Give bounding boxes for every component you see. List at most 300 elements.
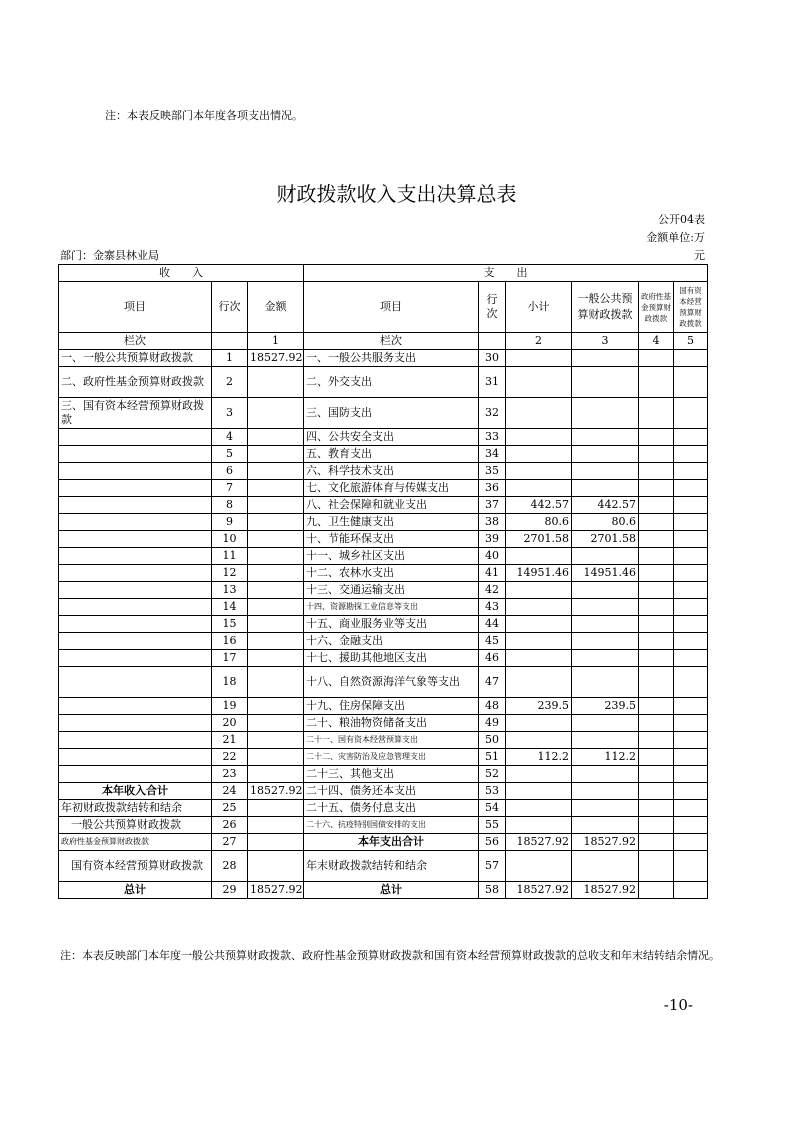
expense-row-no: 30: [479, 350, 506, 367]
gov-fund-value: [639, 633, 674, 650]
state-capital-value: [674, 548, 708, 565]
general-budget-value: [572, 446, 639, 463]
income-row-no: 13: [212, 582, 248, 599]
income-item: [59, 650, 212, 667]
income-amount: [248, 633, 304, 650]
income-row-no: 2: [212, 367, 248, 398]
table-row: [59, 463, 708, 480]
state-capital-value: [674, 531, 708, 548]
income-row-no: 18: [212, 667, 248, 698]
state-capital-value: [674, 514, 708, 531]
state-capital-value: [674, 650, 708, 667]
state-capital-value: [674, 582, 708, 599]
table-code: 公开04表: [658, 213, 705, 226]
subtotal-value: [506, 599, 572, 616]
budget-summary-table: [58, 264, 708, 899]
income-amount: [248, 817, 304, 834]
expense-row-no: 57: [479, 851, 506, 882]
gov-fund-value: [639, 480, 674, 497]
expense-item: 十二、农林水支出: [304, 565, 479, 582]
expense-row-no: 33: [479, 429, 506, 446]
table-row: [59, 882, 708, 899]
income-row-no: 22: [212, 749, 248, 766]
income-item: 总计: [59, 882, 212, 899]
income-amount: [248, 514, 304, 531]
gov-fund-value: [639, 834, 674, 851]
table-row: [59, 800, 708, 817]
income-row-no: 6: [212, 463, 248, 480]
expense-item: 五、教育支出: [304, 446, 479, 463]
state-capital-value: [674, 616, 708, 633]
income-amount: [248, 531, 304, 548]
general-budget-value: [572, 367, 639, 398]
general-budget-value: [572, 350, 639, 367]
income-item: [59, 749, 212, 766]
subtotal-value: [506, 800, 572, 817]
income-item: [59, 429, 212, 446]
subtotal-value: 239.5: [506, 698, 572, 715]
income-amount: [248, 548, 304, 565]
expense-item: 十、节能环保支出: [304, 531, 479, 548]
expense-row-no: 38: [479, 514, 506, 531]
income-row-no: 20: [212, 715, 248, 732]
subtotal-value: [506, 463, 572, 480]
subtotal-value: [506, 480, 572, 497]
expense-row-no: 53: [479, 783, 506, 800]
income-amount: [248, 667, 304, 698]
income-row-no: 5: [212, 446, 248, 463]
gov-fund-value: [639, 698, 674, 715]
table-row: [59, 514, 708, 531]
subtotal-value: [506, 350, 572, 367]
income-item: 一、一般公共预算财政拨款: [59, 350, 212, 367]
income-row-no: 19: [212, 698, 248, 715]
subtotal-value: 2701.58: [506, 531, 572, 548]
income-item: [59, 698, 212, 715]
income-item: 政府性基金预算财政拨款: [59, 834, 212, 851]
expense-item: 二十三、其他支出: [304, 766, 479, 783]
table-row: [59, 429, 708, 446]
income-amount: 18527.92: [248, 783, 304, 800]
income-row-no: 8: [212, 497, 248, 514]
expense-row-no: 56: [479, 834, 506, 851]
general-budget-value: [572, 548, 639, 565]
gov-fund-value: [639, 817, 674, 834]
subtotal-value: [506, 766, 572, 783]
expense-item: 二十五、债务付息支出: [304, 800, 479, 817]
expense-row-no: 37: [479, 497, 506, 514]
gov-fund-value: [639, 548, 674, 565]
col-number-3: 3: [572, 333, 639, 350]
income-item: 一般公共预算财政拨款: [59, 817, 212, 834]
general-budget-value: [572, 616, 639, 633]
income-item: [59, 582, 212, 599]
income-row-no: 12: [212, 565, 248, 582]
income-item: [59, 667, 212, 698]
income-item: [59, 732, 212, 749]
income-item: [59, 766, 212, 783]
expense-item: 十五、商业服务业等支出: [304, 616, 479, 633]
expense-row-no: 47: [479, 667, 506, 698]
col-number-4: 4: [639, 333, 674, 350]
table-row: [59, 480, 708, 497]
expense-item: 二十、粮油物资储备支出: [304, 715, 479, 732]
state-capital-value: [674, 446, 708, 463]
gov-fund-value: [639, 616, 674, 633]
income-amount: [248, 732, 304, 749]
table-row: [59, 817, 708, 834]
gov-fund-value: [639, 715, 674, 732]
gov-fund-value: [639, 446, 674, 463]
gov-fund-value: [639, 766, 674, 783]
state-capital-value: [674, 882, 708, 899]
income-amount: [248, 715, 304, 732]
gov-fund-value: [639, 882, 674, 899]
expense-row-no: 32: [479, 398, 506, 429]
income-row-no: 9: [212, 514, 248, 531]
state-capital-value: [674, 834, 708, 851]
expense-item: 二十一、国有资本经营预算支出: [304, 732, 479, 749]
subtotal-value: [506, 446, 572, 463]
state-capital-value: [674, 851, 708, 882]
expense-item: 十六、金融支出: [304, 633, 479, 650]
expense-item: 总计: [304, 882, 479, 899]
income-amount: [248, 480, 304, 497]
gov-fund-value: [639, 732, 674, 749]
income-amount: 18527.92: [248, 882, 304, 899]
top-note: 注：本表反映部门本年度各项支出情况。: [105, 109, 303, 122]
subtotal-value: [506, 582, 572, 599]
general-budget-value: [572, 800, 639, 817]
income-item: [59, 548, 212, 565]
expense-row-no: 42: [479, 582, 506, 599]
expense-row-no: 52: [479, 766, 506, 783]
state-capital-value: [674, 480, 708, 497]
expense-row-no: 41: [479, 565, 506, 582]
state-capital-value: [674, 429, 708, 446]
income-row-no: 27: [212, 834, 248, 851]
general-budget-value: 18527.92: [572, 834, 639, 851]
income-amount: [248, 800, 304, 817]
table-row: [59, 582, 708, 599]
income-item: [59, 497, 212, 514]
expense-row-no: 55: [479, 817, 506, 834]
income-item: 二、政府性基金预算财政拨款: [59, 367, 212, 398]
state-capital-value: [674, 497, 708, 514]
general-budget-value: [572, 715, 639, 732]
gov-fund-value: [639, 429, 674, 446]
income-item: [59, 514, 212, 531]
expense-col-label: 栏次: [304, 333, 479, 350]
income-item: [59, 480, 212, 497]
table-row: [59, 616, 708, 633]
income-item: [59, 599, 212, 616]
table-row: [59, 715, 708, 732]
income-item: [59, 531, 212, 548]
expense-item: 二十六、抗疫特别国债安排的支出: [304, 817, 479, 834]
general-budget-value: 14951.46: [572, 565, 639, 582]
expense-header: 支 出: [304, 265, 708, 282]
income-amount: [248, 582, 304, 599]
page-number: -10-: [663, 996, 693, 1014]
table-row: [59, 398, 708, 429]
expense-item: 二、外交支出: [304, 367, 479, 398]
general-budget-value: 112.2: [572, 749, 639, 766]
expense-row-no: 44: [479, 616, 506, 633]
expense-row-no: 34: [479, 446, 506, 463]
income-amount: [248, 650, 304, 667]
state-capital-value: [674, 698, 708, 715]
expense-row-no: 36: [479, 480, 506, 497]
subtotal-value: [506, 817, 572, 834]
subtotal-value: [506, 715, 572, 732]
state-capital-value: [674, 599, 708, 616]
table-row: [59, 834, 708, 851]
table-row: [59, 599, 708, 616]
income-row-no: 25: [212, 800, 248, 817]
income-amount: [248, 446, 304, 463]
table-row: [59, 783, 708, 800]
subtotal-value: 112.2: [506, 749, 572, 766]
gov-fund-value: [639, 565, 674, 582]
department-label: 部门：金寨县林业局: [60, 249, 159, 262]
gov-fund-value: [639, 463, 674, 480]
col-number-1: 1: [248, 333, 304, 350]
income-amount: [248, 463, 304, 480]
table-row: [59, 446, 708, 463]
gov-fund-value: [639, 582, 674, 599]
subtotal-value: [506, 667, 572, 698]
income-item: 年初财政拨款结转和结余: [59, 800, 212, 817]
general-budget-header: 一般公共预算财政拨款: [572, 282, 639, 333]
income-row-no: 26: [212, 817, 248, 834]
gov-fund-value: [639, 350, 674, 367]
income-row-no: 3: [212, 398, 248, 429]
expense-item: 十四、资源勘探工业信息等支出: [304, 599, 479, 616]
gov-fund-value: [639, 398, 674, 429]
income-item-header: 项目: [59, 282, 212, 333]
general-budget-value: [572, 766, 639, 783]
general-budget-value: [572, 851, 639, 882]
subtotal-value: 18527.92: [506, 834, 572, 851]
state-capital-value: [674, 715, 708, 732]
income-amount: [248, 429, 304, 446]
income-row-no: 4: [212, 429, 248, 446]
income-item: [59, 715, 212, 732]
gov-fund-value: [639, 599, 674, 616]
income-item: [59, 616, 212, 633]
income-item: [59, 446, 212, 463]
general-budget-value: [572, 599, 639, 616]
header-row-sections: [59, 265, 708, 282]
col-number-2: 2: [506, 333, 572, 350]
state-capital-value: [674, 766, 708, 783]
state-capital-value: [674, 367, 708, 398]
income-row-no: 29: [212, 882, 248, 899]
expense-row-no: 43: [479, 599, 506, 616]
income-item: 三、国有资本经营预算财政拨款: [59, 398, 212, 429]
subtotal-value: 18527.92: [506, 882, 572, 899]
gov-fund-value: [639, 531, 674, 548]
header-row-columns: [59, 282, 708, 333]
expense-item: 三、国防支出: [304, 398, 479, 429]
subtotal-header: 小计: [506, 282, 572, 333]
table-row: [59, 367, 708, 398]
subtotal-value: [506, 633, 572, 650]
expense-item: 十九、住房保障支出: [304, 698, 479, 715]
gov-fund-value: [639, 800, 674, 817]
expense-item: 十三、交通运输支出: [304, 582, 479, 599]
table-row: [59, 667, 708, 698]
expense-row-no: 40: [479, 548, 506, 565]
expense-item: 一、一般公共服务支出: [304, 350, 479, 367]
income-row-no-header: 行次: [212, 282, 248, 333]
expense-item: 本年支出合计: [304, 834, 479, 851]
income-row-no: 24: [212, 783, 248, 800]
general-budget-value: [572, 398, 639, 429]
general-budget-value: [572, 650, 639, 667]
table-row: [59, 732, 708, 749]
expense-row-no: 48: [479, 698, 506, 715]
subtotal-value: 442.57: [506, 497, 572, 514]
expense-row-no-header: 行次: [479, 282, 506, 333]
gov-fund-header: 政府性基金预算财政拨款: [639, 282, 674, 333]
income-item: [59, 463, 212, 480]
expense-row-no: 49: [479, 715, 506, 732]
gov-fund-value: [639, 783, 674, 800]
expense-item-header: 项目: [304, 282, 479, 333]
general-budget-value: [572, 463, 639, 480]
table-row: [59, 350, 708, 367]
income-amount: [248, 698, 304, 715]
expense-item: 十一、城乡社区支出: [304, 548, 479, 565]
table-row: [59, 633, 708, 650]
state-capital-value: [674, 667, 708, 698]
general-budget-value: [572, 667, 639, 698]
state-capital-value: [674, 817, 708, 834]
expense-item: 八、社会保障和就业支出: [304, 497, 479, 514]
expense-item: 十八、自然资源海洋气象等支出: [304, 667, 479, 698]
expense-row-no: 51: [479, 749, 506, 766]
table-row: [59, 851, 708, 882]
income-item: 国有资本经营预算财政拨款: [59, 851, 212, 882]
income-amount: [248, 367, 304, 398]
income-item: [59, 565, 212, 582]
subtotal-value: 14951.46: [506, 565, 572, 582]
state-capital-value: [674, 398, 708, 429]
subtotal-value: [506, 783, 572, 800]
expense-item: 七、文化旅游体育与传媒支出: [304, 480, 479, 497]
state-capital-header: 国有资本经营预算财政拨款: [674, 282, 708, 333]
expense-item: 年末财政拨款结转和结余: [304, 851, 479, 882]
expense-row-no: 54: [479, 800, 506, 817]
expense-item: 六、科学技术支出: [304, 463, 479, 480]
income-amount: [248, 398, 304, 429]
state-capital-value: [674, 463, 708, 480]
col-number-5: 5: [674, 333, 708, 350]
expense-row-no: 50: [479, 732, 506, 749]
subtotal-value: [506, 367, 572, 398]
income-row-no: 28: [212, 851, 248, 882]
gov-fund-value: [639, 667, 674, 698]
general-budget-value: [572, 732, 639, 749]
bottom-note: 注：本表反映部门本年度一般公共预算财政拨款、政府性基金预算财政拨款和国有资本经营预算财政拨款的总收支和年末结转结余情况。: [60, 949, 720, 962]
table-row: [59, 650, 708, 667]
col-label: 栏次: [59, 333, 212, 350]
state-capital-value: [674, 732, 708, 749]
subtotal-value: [506, 616, 572, 633]
unit-label-continued: 元: [694, 249, 705, 262]
income-row-no: 10: [212, 531, 248, 548]
expense-row-no: 35: [479, 463, 506, 480]
gov-fund-value: [639, 851, 674, 882]
state-capital-value: [674, 749, 708, 766]
table-row: [59, 749, 708, 766]
expense-item: 四、公共安全支出: [304, 429, 479, 446]
table-row: [59, 565, 708, 582]
general-budget-value: 239.5: [572, 698, 639, 715]
gov-fund-value: [639, 749, 674, 766]
expense-row-no: 58: [479, 882, 506, 899]
income-row-no: 15: [212, 616, 248, 633]
income-row-no: 16: [212, 633, 248, 650]
subtotal-value: [506, 398, 572, 429]
gov-fund-value: [639, 367, 674, 398]
state-capital-value: [674, 633, 708, 650]
income-amount-header: 金额: [248, 282, 304, 333]
income-row-no: 11: [212, 548, 248, 565]
income-row-no: 23: [212, 766, 248, 783]
general-budget-value: [572, 817, 639, 834]
subtotal-value: [506, 851, 572, 882]
page-title: 财政拨款收入支出决算总表: [276, 182, 517, 206]
income-row-no: 14: [212, 599, 248, 616]
income-item: 本年收入合计: [59, 783, 212, 800]
subtotal-value: [506, 429, 572, 446]
state-capital-value: [674, 800, 708, 817]
income-header: 收 入: [59, 265, 304, 282]
expense-row-no: 46: [479, 650, 506, 667]
state-capital-value: [674, 565, 708, 582]
income-row-no: 7: [212, 480, 248, 497]
table-row: [59, 766, 708, 783]
income-amount: [248, 565, 304, 582]
table-row: [59, 698, 708, 715]
expense-row-no: 45: [479, 633, 506, 650]
general-budget-value: 2701.58: [572, 531, 639, 548]
subtotal-value: [506, 548, 572, 565]
table-row: [59, 548, 708, 565]
state-capital-value: [674, 350, 708, 367]
income-amount: [248, 766, 304, 783]
income-amount: 18527.92: [248, 350, 304, 367]
income-amount: [248, 616, 304, 633]
general-budget-value: [572, 582, 639, 599]
expense-row-no: 39: [479, 531, 506, 548]
subtotal-value: 80.6: [506, 514, 572, 531]
general-budget-value: [572, 633, 639, 650]
general-budget-value: 442.57: [572, 497, 639, 514]
general-budget-value: 80.6: [572, 514, 639, 531]
income-amount: [248, 851, 304, 882]
expense-item: 九、卫生健康支出: [304, 514, 479, 531]
general-budget-value: [572, 480, 639, 497]
unit-label: 金额单位:万: [646, 231, 705, 244]
expense-row-no: 31: [479, 367, 506, 398]
income-amount: [248, 834, 304, 851]
gov-fund-value: [639, 497, 674, 514]
expense-item: 二十四、债务还本支出: [304, 783, 479, 800]
